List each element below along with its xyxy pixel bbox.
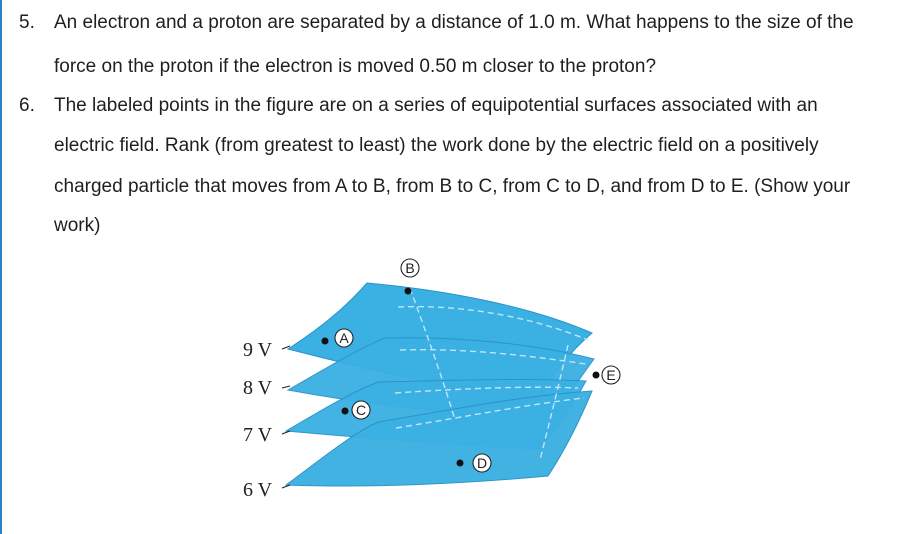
question-text-line: An electron and a proton are separated by a distance of 1.0 m. What happens to the size of the xyxy=(54,12,854,33)
question-number: 6. xyxy=(19,95,35,116)
point-e xyxy=(593,366,621,384)
svg-text:E: E xyxy=(606,367,616,383)
svg-text:8 V: 8 V xyxy=(243,377,273,399)
label-8v xyxy=(243,377,290,399)
svg-text:6 V: 6 V xyxy=(243,479,273,501)
question-text-line: work) xyxy=(54,215,101,236)
question-text-line: electric field. Rank (from greatest to least) the work done by the electric field on a positively xyxy=(54,135,819,156)
svg-text:A: A xyxy=(339,330,349,346)
svg-text:D: D xyxy=(476,455,488,471)
svg-text:C: C xyxy=(355,402,367,418)
question-text-line: The labeled points in the figure are on a series of equipotential surfaces associated with an xyxy=(54,95,818,116)
svg-text:7 V: 7 V xyxy=(243,424,273,446)
question-text-line: charged particle that moves from A to B, from B to C, from C to D, and from D to E. (Show your xyxy=(54,176,851,197)
label-7v xyxy=(243,424,290,446)
svg-text:9 V: 9 V xyxy=(243,339,273,361)
svg-text:B: B xyxy=(405,260,415,276)
question-text-line: force on the proton if the electron is moved 0.50 m closer to the proton? xyxy=(54,56,657,77)
label-9v xyxy=(243,339,290,361)
question-number: 5. xyxy=(19,12,35,33)
label-6v xyxy=(243,479,290,501)
